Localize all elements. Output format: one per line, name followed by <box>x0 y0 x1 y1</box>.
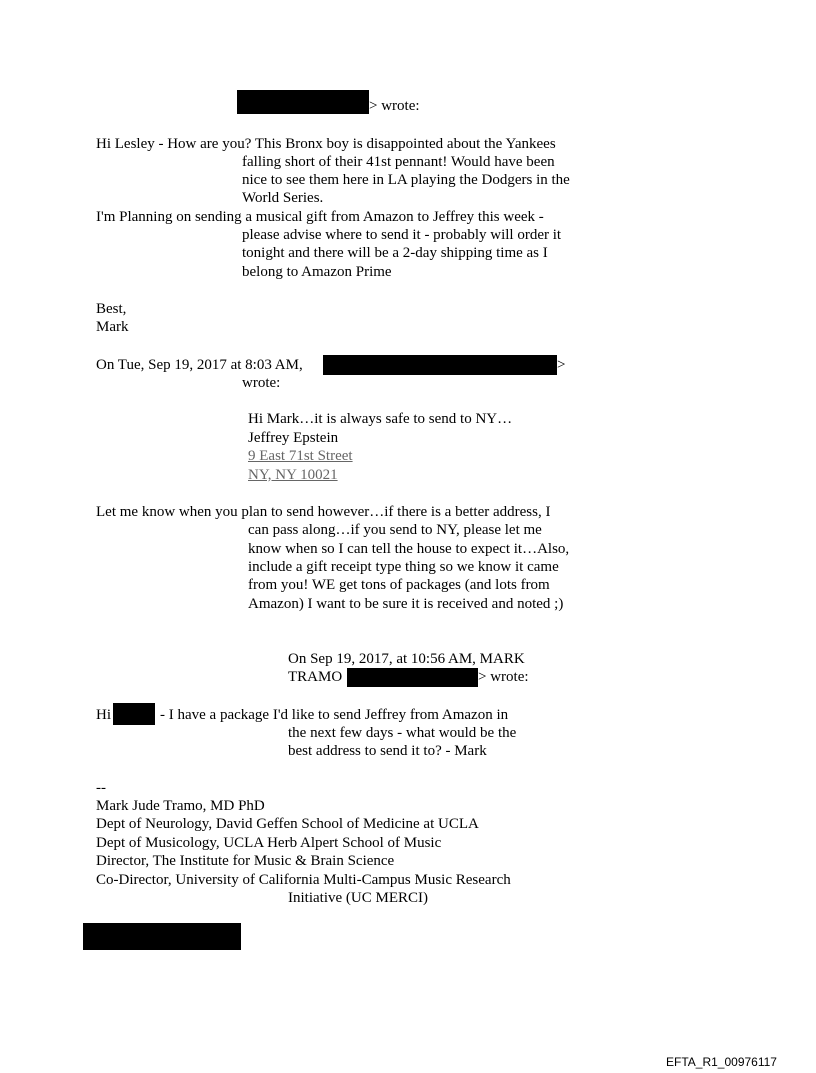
msg2-line4: include a gift receipt type thing so we know it came <box>248 559 559 575</box>
signature-dashes: -- <box>96 780 106 796</box>
msg2-line2: can pass along…if you send to NY, please let me <box>248 522 542 538</box>
redaction-block-name <box>113 703 155 725</box>
signature-line2: Dept of Neurology, David Geffen School of Medicine at UCLA <box>96 816 479 832</box>
address-line1 <box>248 447 353 465</box>
msg3-line2: the next few days - what would be the <box>288 725 517 741</box>
redaction-block-email <box>323 355 557 375</box>
quote1-on-line: On Tue, Sep 19, 2017 at 8:03 AM, <box>96 357 303 373</box>
msg3-hi: Hi <box>96 707 111 723</box>
redaction-block-bottom <box>83 923 241 950</box>
document-id-stamp: EFTA_R1_00976117 <box>666 1055 777 1069</box>
msg2-line3: know when so I can tell the house to expect it…Also, <box>248 541 570 557</box>
quote2-line2-suffix: > wrote: <box>478 669 529 685</box>
msg2-line1: Let me know when you plan to send however…if there is a better address, I <box>96 504 551 520</box>
quote1-line2: Jeffrey Epstein <box>248 430 339 446</box>
msg1-line1: Hi Lesley - How are you? This Bronx boy is disappointed about the Yankees <box>96 136 556 152</box>
redaction-block-header <box>237 90 369 114</box>
signature-line6: Initiative (UC MERCI) <box>288 890 428 906</box>
msg1-line8: belong to Amazon Prime <box>242 264 392 280</box>
address-street-link[interactable]: 9 East 71st Street <box>248 448 353 464</box>
msg1-line4: World Series. <box>242 190 324 206</box>
msg3-line3: best address to send it to? - Mark <box>288 743 487 759</box>
msg1-line3: nice to see them here in LA playing the Dodgers in the <box>242 172 570 188</box>
msg1-line2: falling short of their 41st pennant! Would have been <box>242 154 555 170</box>
msg1-line5: I'm Planning on sending a musical gift from Amazon to Jeffrey this week - <box>96 209 544 225</box>
signoff-name: Mark <box>96 319 129 335</box>
msg3-line1: - I have a package I'd like to send Jeffrey from Amazon in <box>160 707 509 723</box>
redaction-block-email-2 <box>347 668 478 687</box>
quote2-line2-prefix: TRAMO <box>288 669 343 685</box>
msg1-line7: tonight and there will be a 2-day shipping time as I <box>242 245 548 261</box>
signature-line1: Mark Jude Tramo, MD PhD <box>96 798 265 814</box>
signature-line5: Co-Director, University of California Multi-Campus Music Research <box>96 872 511 888</box>
msg2-line6: Amazon) I want to be sure it is received and noted ;) <box>248 596 564 612</box>
msg2-line5: from you! WE get tons of packages (and lots from <box>248 577 550 593</box>
quote2-line1: On Sep 19, 2017, at 10:56 AM, MARK <box>288 651 525 667</box>
signature-line4: Director, The Institute for Music & Brain Science <box>96 853 395 869</box>
quote1-line1: Hi Mark…it is always safe to send to NY… <box>248 411 513 427</box>
signoff-best: Best, <box>96 301 127 317</box>
address-line2 <box>248 466 338 484</box>
address-city-link[interactable]: NY, NY 10021 <box>248 467 338 483</box>
quote1-on-suffix: > <box>557 357 566 373</box>
msg1-line6: please advise where to send it - probably will order it <box>242 227 562 243</box>
header-wrote: > wrote: <box>369 98 420 114</box>
signature-line3: Dept of Musicology, UCLA Herb Alpert School of Music <box>96 835 442 851</box>
quote1-wrote: wrote: <box>242 375 281 391</box>
